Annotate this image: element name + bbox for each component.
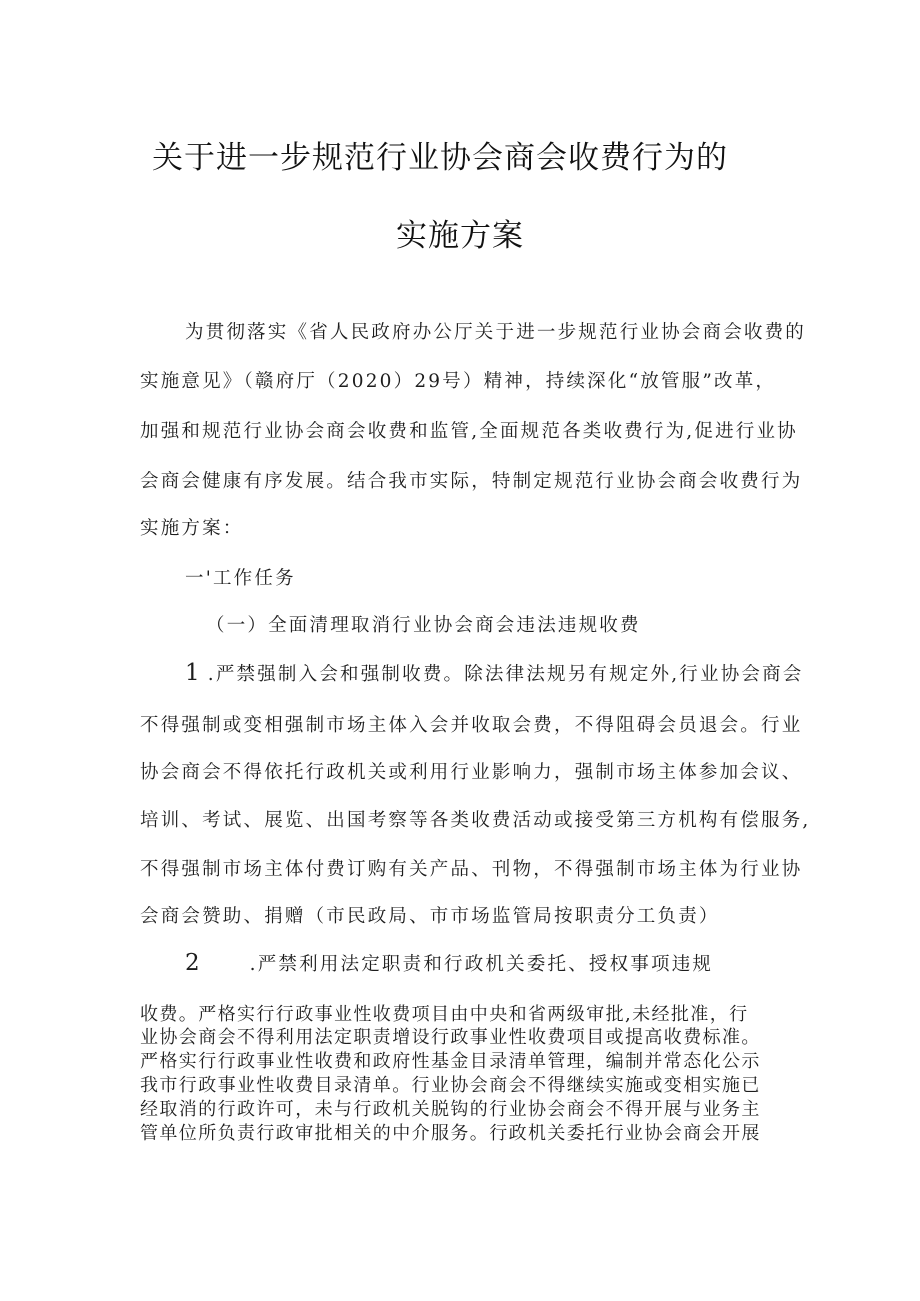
item-1-line: .严禁强制入会和强制收费。除法律法规另有规定外,行业协会商会: [207, 664, 804, 685]
item-1-first-line: [185, 660, 804, 686]
item-2-line: 我市行政事业性收费目录清单。行业协会商会不得继续实施或变相实施已: [140, 1075, 761, 1096]
subsection-heading: （一）全面清理取消行业协会商会违法违规收费: [206, 615, 641, 636]
section-heading: 一'工作任务: [185, 568, 296, 589]
intro-line: 加强和规范行业协会商会收费和监管,全面规范各类收费行为,促进行业协: [140, 421, 798, 442]
item-2-line: 收费。严格实行行政事业性收费项目由中央和省两级审批,未经批准，行: [140, 1004, 749, 1025]
item-1-line: 不得强制市场主体付费订购有关产品、刊物，不得强制市场主体为行业协: [140, 859, 803, 880]
item-2-line: 管单位所负责行政审批相关的中介服务。行政机关委托行业协会商会开展: [140, 1123, 761, 1144]
intro-line: 实施意见》（赣府厅（2020）29号）精神，持续深化“放管服”改革，: [140, 371, 777, 392]
intro-line: 为贯彻落实《省人民政府办公厅关于进一步规范行业协会商会收费的: [185, 322, 807, 343]
item-2-line: 严格实行行政事业性收费和政府性基金目录清单管理，编制并常态化公示: [140, 1051, 761, 1072]
item-2-heading-line: [185, 950, 713, 976]
item-2-line: 经取消的行政许可，未与行政机关脱钩的行业协会商会不得开展与业务主: [140, 1099, 761, 1120]
item-1-line: 会商会赞助、捐赠（市民政局、市市场监管局按职责分工负责）: [140, 906, 720, 927]
document-title-line-1: 关于进一步规范行业协会商会收费行为的: [152, 140, 728, 176]
item-1-number: 1: [185, 660, 200, 686]
intro-line: 会商会健康有序发展。结合我市实际，特制定规范行业协会商会收费行为: [140, 471, 803, 492]
item-2-number: 2: [185, 950, 200, 976]
item-1-line: 培训、考试、展览、出国考察等各类收费活动或接受第三方机构有偿服务,: [140, 810, 811, 831]
item-1-line: 协会商会不得依托行政机关或利用行业影响力，强制市场主体参加会议、: [140, 762, 803, 783]
item-2-heading: .严禁利用法定职责和行政机关委托、授权事项违规: [249, 954, 714, 975]
item-2-line: 业协会商会不得利用法定职责增设行政事业性收费项目或提高收费标准。: [140, 1027, 761, 1048]
document-title-line-2: 实施方案: [396, 218, 524, 254]
item-1-line: 不得强制或变相强制市场主体入会并收取会费，不得阻碍会员退会。行业: [140, 715, 803, 736]
intro-line: 实施方案：: [140, 518, 244, 539]
